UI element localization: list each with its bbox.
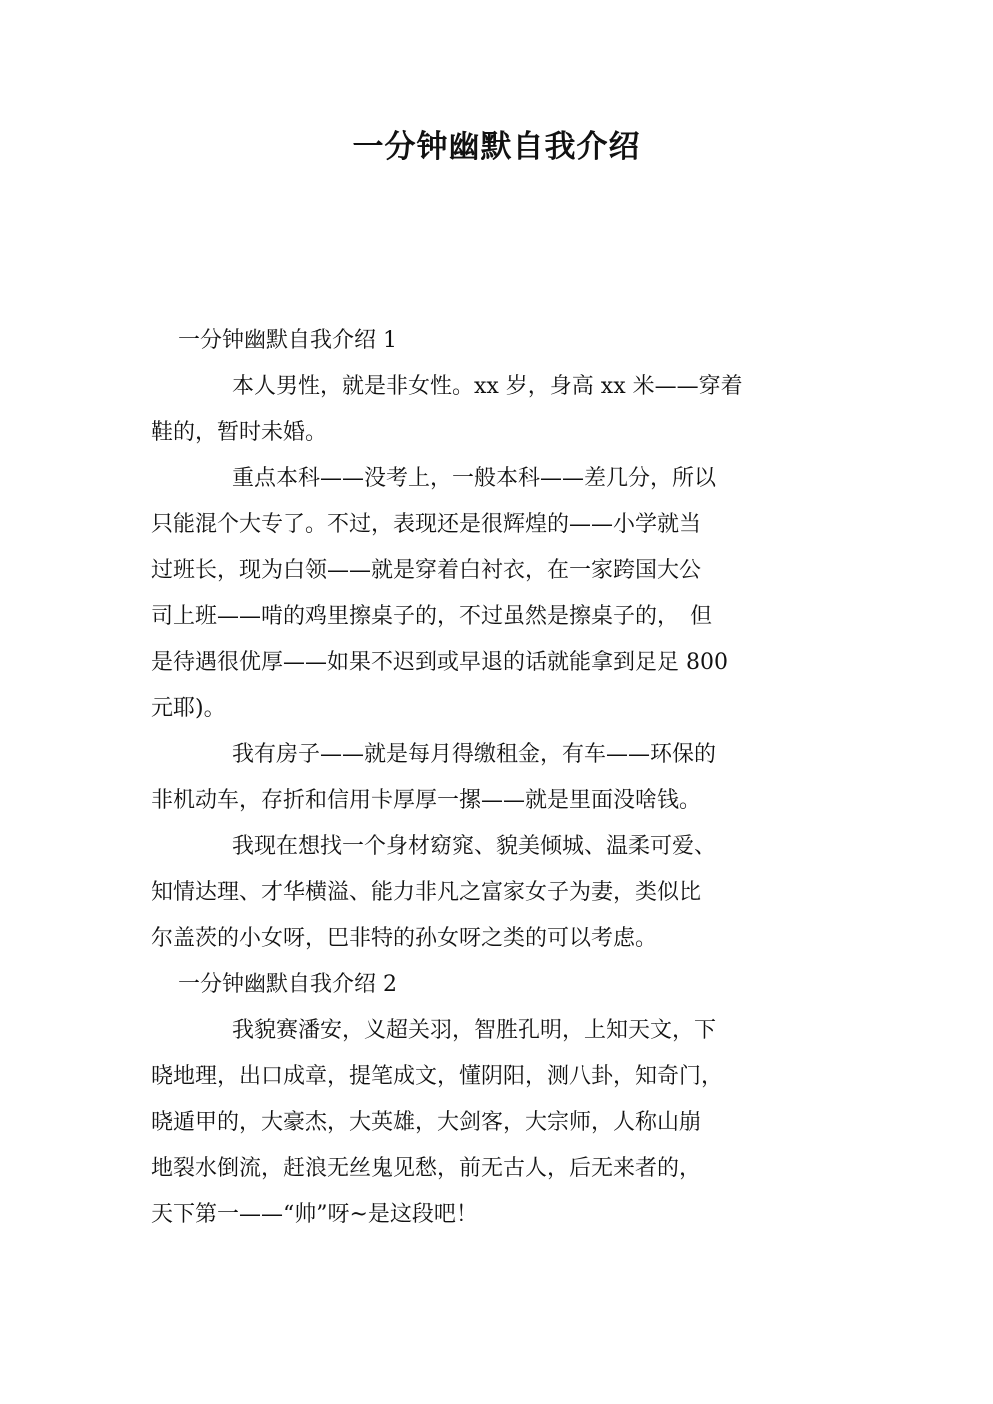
document-body [151, 318, 841, 1238]
section-heading: 一分钟幽默自我介绍 2 [178, 972, 397, 997]
text-line: 知情达理、才华横溢、能力非凡之富家女子为妻，类似比 [151, 880, 702, 905]
section-1 [151, 318, 841, 962]
text-line: 晓地理，出口成章，提笔成文，懂阴阳，测八卦，知奇门， [151, 1064, 724, 1089]
document-title: 一分钟幽默自我介绍 [352, 129, 641, 165]
text-line: 我现在想找一个身材窈窕、貌美倾城、温柔可爱、 [232, 834, 717, 859]
text-line: 元耶)。 [151, 696, 226, 721]
paragraph [151, 456, 841, 732]
text-line: 我貌赛潘安，义超关羽，智胜孔明，上知天文，下 [232, 1018, 717, 1043]
paragraph [151, 364, 841, 456]
text-line: 是待遇很优厚——如果不迟到或早退的话就能拿到足足 800 [151, 650, 728, 675]
text-line: 过班长，现为白领——就是穿着白衬衣，在一家跨国大公 [151, 558, 702, 583]
text-line: 本人男性，就是非女性。xx 岁，身高 xx 米——穿着 [232, 374, 743, 399]
text-line: 鞋的，暂时未婚。 [151, 420, 328, 445]
text-line: 我有房子——就是每月得缴租金，有车——环保的 [232, 742, 717, 767]
text-line: 晓遁甲的，大豪杰，大英雄，大剑客，大宗师，人称山崩 [151, 1110, 702, 1135]
text-line: 重点本科——没考上，一般本科——差几分，所以 [232, 466, 717, 491]
text-line: 非机动车，存折和信用卡厚厚一摞——就是里面没啥钱。 [151, 788, 702, 813]
text-line: 天下第一——“帅”呀~是这段吧！ [151, 1202, 478, 1227]
paragraph [151, 1008, 841, 1238]
paragraph [151, 732, 841, 824]
paragraph [151, 824, 841, 962]
section-heading: 一分钟幽默自我介绍 1 [178, 328, 397, 353]
text-line: 只能混个大专了。不过，表现还是很辉煌的——小学就当 [151, 512, 702, 537]
text-line: 尔盖茨的小女呀，巴非特的孙女呀之类的可以考虑。 [151, 926, 658, 951]
text-line: 司上班——啃的鸡里擦桌子的，不过虽然是擦桌子的， 但 [151, 604, 713, 629]
section-2 [151, 962, 841, 1238]
text-line: 地裂水倒流，赶浪无丝鬼见愁，前无古人，后无来者的， [151, 1156, 702, 1181]
